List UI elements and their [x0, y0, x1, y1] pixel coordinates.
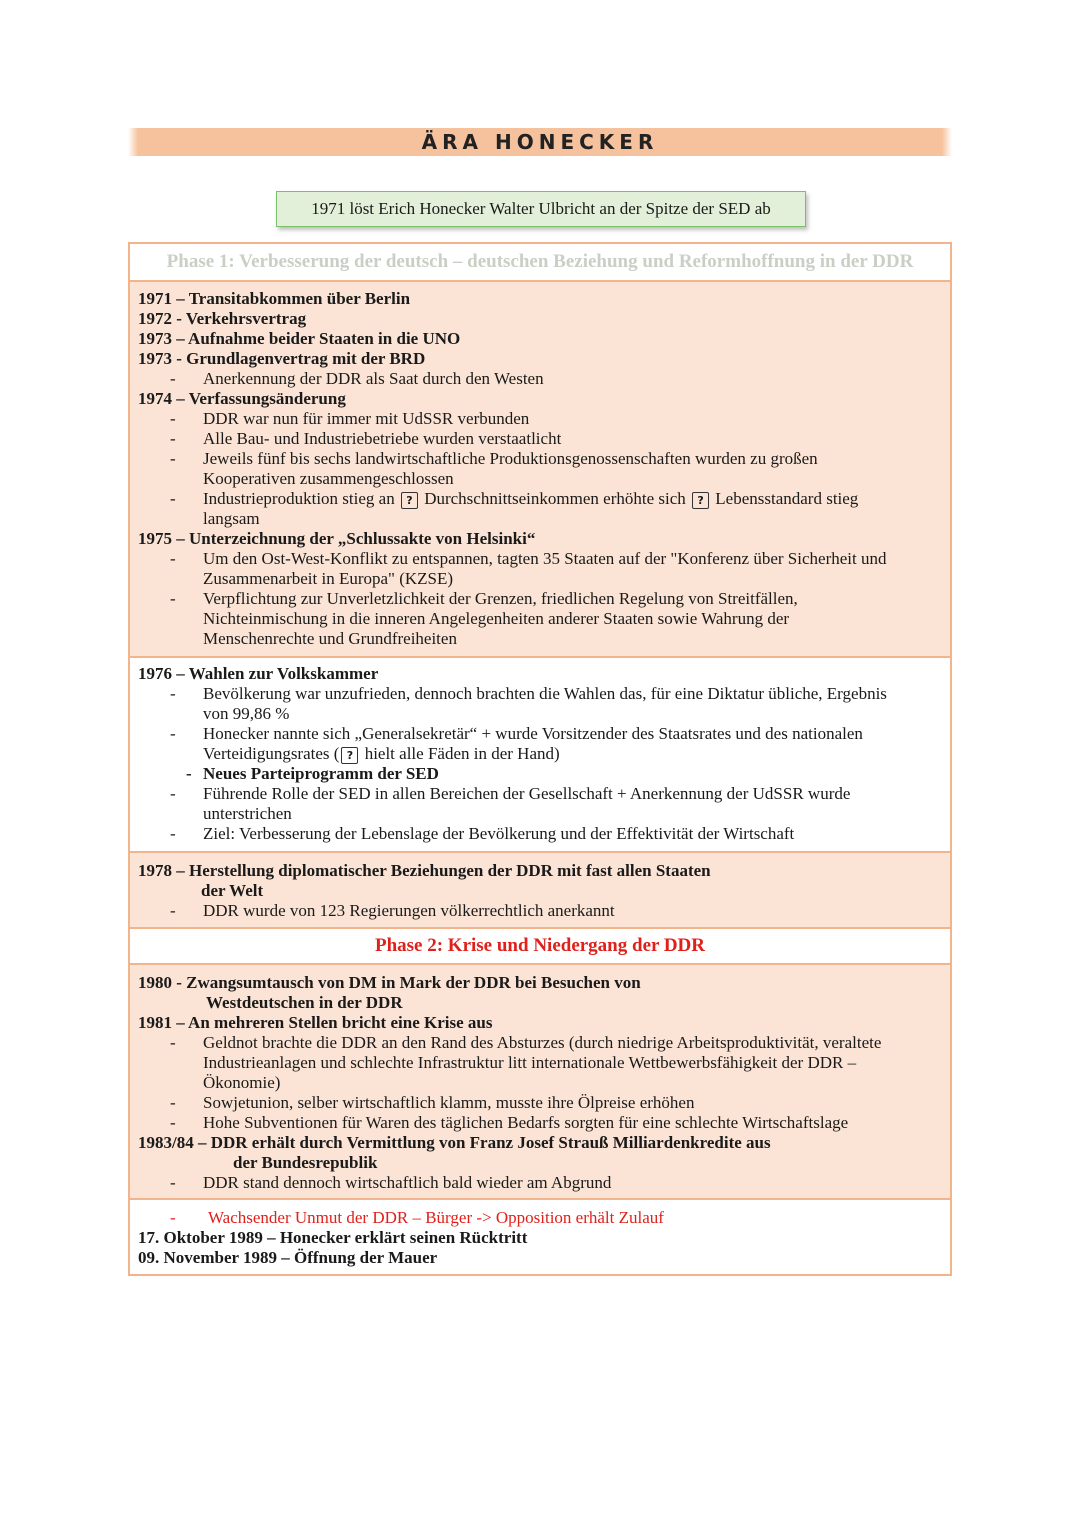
list-item: - Neues Parteiprogramm der SED: [186, 764, 439, 783]
event-1983: 1983/84 – DDR erhält durch Vermittlung von Franz Josef Strauß Milliardenkredite aus: [138, 1133, 771, 1152]
event-1974: 1974 – Verfassungsänderung: [138, 389, 346, 408]
list-item: - Alle Bau- und Industriebetriebe wurden verstaatlicht: [170, 429, 562, 448]
list-item: - Industrieproduktion stieg an ? Durchschnittseinkommen erhöhte sich ? Lebensstandard stieg langsam: [170, 489, 859, 528]
event-1980-cont: Westdeutschen in der DDR: [206, 993, 403, 1012]
list-item: - Bevölkerung war unzufrieden, dennoch brachten die Wahlen das, für eine Diktatur übliche, Ergebnis von 99,86 %: [170, 684, 887, 723]
list-item: - Verpflichtung zur Unverletzlichkeit der Grenzen, friedlichen Regelung von Streitfällen, Nichteinmischung in die inneren Angelegenheiten anderer Staaten sowie Wahrung der Menschenrechte und Grundfreiheiten: [170, 589, 798, 648]
intro-box: [276, 191, 806, 227]
question-mark-icon: ?: [341, 747, 358, 764]
list-item: - Sowjetunion, selber wirtschaftlich klamm, musste ihre Ölpreise erhöhen: [170, 1093, 695, 1112]
phase2-block-2: [130, 1200, 950, 1274]
phase1-heading: Phase 1: Verbesserung der deutsch – deutschen Beziehung und Reformhoffnung in der DDR: [130, 244, 950, 280]
event-1981: 1981 – An mehreren Stellen bricht eine Krise aus: [138, 1013, 493, 1032]
event-1989-ruecktritt: 17. Oktober 1989 – Honecker erklärt seinen Rücktritt: [138, 1228, 528, 1247]
list-item: - Wachsender Unmut der DDR – Bürger -> Opposition erhält Zulauf: [170, 1208, 664, 1227]
question-mark-icon: ?: [401, 492, 418, 509]
event-1978-cont: der Welt: [201, 881, 264, 900]
list-item: - Geldnot brachte die DDR an den Rand des Absturzes (durch niedrige Arbeitsproduktivität, veraltete Industrieanlagen und schlechte Infrastruktur litt internationale Wettbewerbsfähigkeit der DDR – Ökonomie): [170, 1033, 882, 1092]
event-1976: 1976 – Wahlen zur Volkskammer: [138, 664, 379, 683]
list-item: - Führende Rolle der SED in allen Bereichen der Gesellschaft + Anerkennung der UdSSR wurde unterstrichen: [170, 784, 851, 823]
list-item: - DDR stand dennoch wirtschaftlich bald wieder am Abgrund: [170, 1173, 612, 1192]
phase1-block-3: [130, 853, 950, 927]
phase1-block-2: [130, 658, 950, 851]
event-1972: 1972 - Verkehrsvertrag: [138, 309, 307, 328]
title-bar: [128, 128, 952, 156]
event-1980: 1980 - Zwangsumtausch von DM in Mark der DDR bei Besuchen von: [138, 973, 641, 992]
intro-text: 1971 löst Erich Honecker Walter Ulbricht an der Spitze der SED ab: [311, 199, 771, 218]
list-item: - Um den Ost-West-Konflikt zu entspannen, tagten 35 Staaten auf der "Konferenz über Sicherheit und Zusammenarbeit in Europa" (KZSE): [170, 549, 887, 588]
list-item: - DDR war nun für immer mit UdSSR verbunden: [170, 409, 530, 428]
page-title: ÄRA HONECKER: [421, 130, 659, 154]
event-1978: 1978 – Herstellung diplomatischer Beziehungen der DDR mit fast allen Staaten: [138, 861, 711, 880]
event-1975: 1975 – Unterzeichnung der „Schlussakte von Helsinki“: [138, 529, 536, 548]
event-1983-cont: der Bundesrepublik: [233, 1153, 378, 1172]
event-1973-grundlagenvertrag: 1973 - Grundlagenvertrag mit der BRD: [138, 349, 426, 368]
list-item: - Honecker nannte sich „Generalsekretär“ + wurde Vorsitzender des Staatsrates und des nationalen Verteidigungsrates ( ? hielt alle Fäden in der Hand): [170, 724, 863, 763]
event-1971: 1971 – Transitabkommen über Berlin: [138, 289, 411, 308]
list-item: - Anerkennung der DDR als Saat durch den Westen: [170, 369, 544, 388]
list-item: - Hohe Subventionen für Waren des täglichen Bedarfs sorgten für eine schlechte Wirtschaftslage: [170, 1113, 849, 1132]
list-item: - DDR wurde von 123 Regierungen völkerrechtlich anerkannt: [170, 901, 615, 920]
event-1989-mauer: 09. November 1989 – Öffnung der Mauer: [138, 1248, 438, 1267]
list-item: - Jeweils fünf bis sechs landwirtschaftliche Produktionsgenossenschaften wurden zu großen Kooperativen zusammengeschlossen: [170, 449, 818, 488]
phase2-heading: Phase 2: Krise und Niedergang der DDR: [130, 929, 950, 963]
phase2-block-1: [130, 965, 950, 1198]
phase1-block-1: [130, 282, 950, 656]
question-mark-icon: ?: [692, 492, 709, 509]
event-1973-uno: 1973 – Aufnahme beider Staaten in die UNO: [138, 329, 461, 348]
list-item: - Ziel: Verbesserung der Lebenslage der Bevölkerung und der Effektivität der Wirtschaft: [170, 824, 795, 843]
